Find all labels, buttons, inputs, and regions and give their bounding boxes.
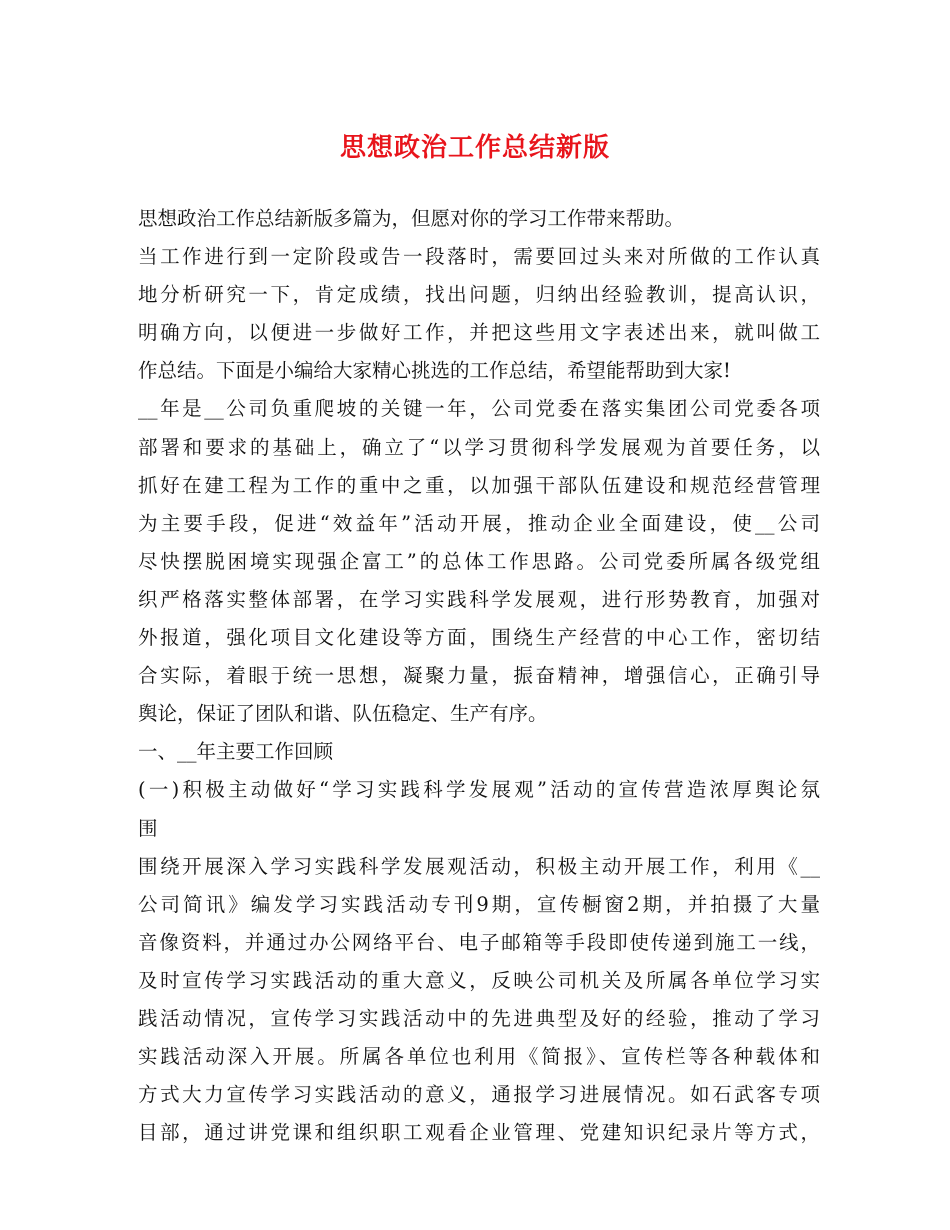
document-title: 思想政治工作总结新版 [339,133,610,163]
body-line: 及时宣传学习实践活动的重大意义，反映公司机关及所属各单位学习实 [138,968,820,992]
body-line: 明确方向，以便进一步做好工作，并把这些用文字表述出来，就叫做工 [138,321,820,345]
body-line: 合实际，着眼于统一思想，凝聚力量，振奋精神，增强信心，正确引导 [138,664,820,688]
body-line: 部署和要求的基础上，确立了“以学习贯彻科学发展观为首要任务，以 [138,435,820,459]
body-line: 公司简讯》编发学习实践活动专刊9期，宣传橱窗2期，并拍摄了大量 [138,892,820,916]
body-line: 织严格落实整体部署，在学习实践科学发展观，进行形势教育，加强对 [138,587,820,611]
body-line: 抓好在建工程为工作的重中之重，以加强干部队伍建设和规范经营管理 [138,473,820,497]
body-line: 当工作进行到一定阶段或告一段落时，需要回过头来对所做的工作认真 [138,245,820,269]
body-line: 为主要手段，促进“效益年”活动开展，推动企业全面建设，使__公司 [138,511,820,535]
body-line: 地分析研究一下，肯定成绩，找出问题，归纳出经验教训，提高认识， [138,283,820,307]
body-line: 方式大力宣传学习实践活动的意义，通报学习进展情况。如石武客专项 [138,1083,820,1107]
body-line: 作总结。下面是小编给大家精心挑选的工作总结，希望能帮助到大家! [138,359,731,383]
body-line: 尽快摆脱困境实现强企富工”的总体工作思路。公司党委所属各级党组 [138,549,820,573]
body-line: 实践活动深入开展。所属各单位也利用《简报》、宣传栏等各种载体和 [138,1045,820,1069]
body-line: 践活动情况，宣传学习实践活动中的先进典型及好的经验，推动了学习 [138,1006,820,1030]
body-line: 舆论，保证了团队和谐、队伍稳定、生产有序。 [138,702,548,726]
body-line: 思想政治工作总结新版多篇为，但愿对你的学习工作带来帮助。 [138,207,685,230]
body-line: 围 [138,816,158,840]
body-line: 音像资料，并通过办公网络平台、电子邮箱等手段即使传递到施工一线， [138,930,820,954]
body-line: 一、__年主要工作回顾 [138,740,334,764]
body-line: 围绕开展深入学习实践科学发展观活动，积极主动开展工作，利用《__ [138,854,820,878]
document-body [138,200,820,1152]
body-line: 目部，通过讲党课和组织职工观看企业管理、党建知识纪录片等方式， [138,1121,820,1145]
body-line: 外报道，强化项目文化建设等方面，围绕生产经营的中心工作，密切结 [138,626,820,650]
body-line: __年是__公司负重爬坡的关键一年，公司党委在落实集团公司党委各项 [138,397,820,421]
body-line: (一)积极主动做好“学习实践科学发展观”活动的宣传营造浓厚舆论氛 [138,778,820,802]
